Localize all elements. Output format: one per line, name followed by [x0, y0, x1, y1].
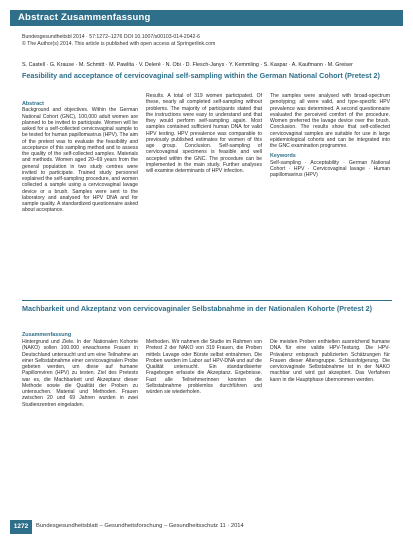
citation-line: Bundesgesundheitsbl 2014 · 57:1272–1276 DOI 10.1007/s00103-014-2042-6 — [22, 34, 200, 40]
keywords-text: Self-sampling · Acceptability · German National Cohort · HPV · Cervicovaginal lavage · Human papillomavirus (HPV) — [270, 159, 390, 178]
section-header-bar — [10, 10, 403, 26]
zusammenfassung-heading: Zusammenfassung — [22, 332, 72, 338]
abstract-heading: Abstract — [22, 101, 44, 107]
article-title-english: Feasibility and acceptance of cervicovaginal self-sampling within the German National Cohort (Pretest 2) — [22, 71, 380, 80]
abstract-text-2: Results. A total of 319 women participated. Of these, nearly all completed self-sampling without problems. The majority of participants stated that the instructions were easy to understand and that they would perform self-sampling again. Most samples contained sufficient human DNA for valid HPV testing. HPV prevalence was comparable to previously published estimates for women of this age group. Conclusion. Self-sampling of cervicovaginal specimens is feasible and well accepted within the GNC. The procedure can be implemented in the main study. Further analyses will examine determinants of HPV infection. — [146, 93, 262, 174]
section-divider — [22, 300, 392, 301]
zusammenfassung-text-2: Methoden. Wir nahmen die Studie im Rahmen von Pretest 2 der NAKO von 319 Frauen, die Proben mittels Lavage oder Bürste selbst entnahmen. Die Proben wurden im Labor auf HPV-DNA und auf die Qualität untersucht. Ein standardisierter Fragebogen erfasste die Akzeptanz. Ergebnisse. Fast alle Teilnehmerinnen konnten die Selbstabnahme problemlos durchführen und würden sie wiederholen. — [146, 339, 262, 395]
abstract-column-2 — [146, 93, 262, 294]
zusammenfassung-text-3: Die meisten Proben enthielten ausreichend humane DNA für eine valide HPV-Testung. Die HPV-Prävalenz entsprach publizierten Schätzungen für Frauen dieser Altersgruppe. Schlussfolgerung. Die cervicovaginale Selbstabnahme ist in der NAKO machbar und wird gut akzeptiert. Das Verfahren kann in die Hauptphase übernommen werden. — [270, 339, 390, 383]
author-list: S. Castell · G. Krause · M. Schmitt · M. Pawlita · V. Deleré · N. Obi · D. Flesch-Janys · Y. Kemmling · S. Kaspar · A. Kaufmann · M. Greiser — [22, 62, 353, 68]
page-footer — [10, 520, 403, 534]
zusammenfassung-column-1 — [22, 339, 138, 517]
zusammenfassung-column-3 — [270, 339, 390, 517]
abstract-column-1 — [22, 101, 138, 294]
page-number: 1272 — [10, 520, 32, 534]
abstract-text-1: Background and objectives. Within the German National Cohort (GNC), 100,000 adult women are planned to be invited to participate. Women will be asked for a self-collected cervicovaginal sample to be tested for human papillomavirus (HPV). The aim of the pretest was to evaluate the feasibility and acceptance of this sampling method and to assess the quality of the self-collected samples. Materials and methods. Women aged 20–69 years from the general population in two study centres were invited to participate. Trained study personnel explained the self-sampling procedure, and women collected a sample using a cervicovaginal lavage device or a brush. Samples were sent to the laboratory and analysed for HPV DNA and for sample quality. A standardized questionnaire asked about acceptance. — [22, 107, 138, 214]
keywords-heading: Keywords — [270, 153, 296, 160]
journal-name: Bundesgesundheitsblatt – Gesundheitsforschung – Gesundheitsschutz 11 · 2014 — [36, 523, 244, 529]
abstract-text-3: The samples were analysed with broad-spectrum genotyping; all were valid, and type-specific HPV prevalence was determined. A second questionnaire evaluated the perceived comfort of the procedure. Women preferred the lavage device over the brush. Conclusion. The results show that self-collected cervicovaginal samples are suitable for use in large epidemiological cohorts and can be integrated into the GNC examination programme. — [270, 93, 390, 149]
article-title-german: Machbarkeit und Akzeptanz von cervicovaginaler Selbstabnahme in der Nationalen Kohorte (Pretest 2) — [22, 304, 373, 313]
copyright-line: © The Author(s) 2014. This article is published with open access at Springerlink.com — [22, 41, 216, 47]
zusammenfassung-column-2 — [146, 339, 262, 517]
abstract-column-3 — [270, 93, 390, 293]
zusammenfassung-text-1: Hintergrund und Ziele. In der Nationalen Kohorte (NAKO) sollen 100.000 erwachsene Frauen in Deutschland untersucht und um eine Teilnahme an einer Selbstabnahme einer cervicovaginalen Probe gebeten werden, um diese auf humane Papillomviren (HPV) zu testen. Ziel des Pretests war es, die Machbarkeit und Akzeptanz dieser Methode sowie die Qualität der Proben zu untersuchen. Material und Methoden. Frauen zwischen 20 und 69 Jahren wurden in zwei Studienzentren eingeladen. — [22, 339, 138, 408]
section-label: Abstract Zusammenfassung — [18, 12, 151, 23]
